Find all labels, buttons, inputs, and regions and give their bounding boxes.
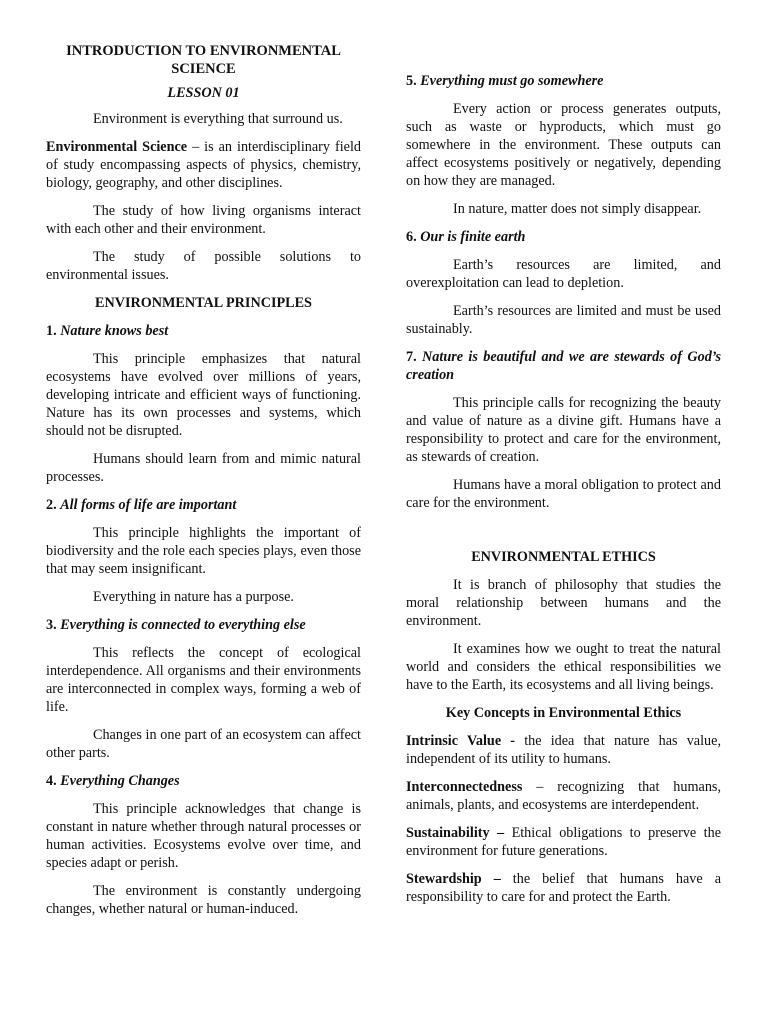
principle-3-title: Everything is connected to everything else bbox=[60, 617, 306, 633]
concept-interconnectedness bbox=[406, 778, 721, 814]
principle-6-title: Our is finite earth bbox=[420, 229, 526, 245]
concept-text: – recognizing that humans, animals, plants, and ecosystems are interdependent. bbox=[406, 779, 721, 813]
principle-7-number: 7. bbox=[406, 349, 417, 365]
concept-term: Stewardship – bbox=[406, 871, 501, 887]
principle-4-title: Everything Changes bbox=[60, 773, 180, 789]
principle-5-paragraph-1: Every action or process generates outputs, such as waste or hyproducts, which must go somewhere in the environment. These outputs can affect ecosystems positively or negatively, depending on how they are managed. bbox=[406, 101, 721, 189]
principle-4-number: 4. bbox=[46, 773, 57, 789]
principle-2-title: All forms of life are important bbox=[60, 497, 237, 513]
concept-text: the belief that humans have a responsibility to care for and protect the Earth. bbox=[406, 871, 721, 905]
document-title: INTRODUCTION TO ENVIRONMENTAL SCIENCE bbox=[66, 43, 341, 77]
principle-5-paragraph-2: In nature, matter does not simply disappear. bbox=[453, 201, 702, 217]
principle-2-paragraph-2: Everything in nature has a purpose. bbox=[93, 589, 294, 605]
right-column bbox=[406, 72, 721, 916]
concept-term: Sustainability – bbox=[406, 825, 505, 841]
intro-paragraph-3: The study of possible solutions to environmental issues. bbox=[46, 249, 361, 283]
lesson-label: LESSON 01 bbox=[167, 85, 240, 101]
definition-text: – is an interdisciplinary field of study encompassing aspects of physics, chemistry, biology, geography, and other disciplines. bbox=[46, 139, 361, 191]
principle-5-title: Everything must go somewhere bbox=[420, 73, 604, 89]
principle-6-number: 6. bbox=[406, 229, 417, 245]
section-spacer bbox=[406, 522, 721, 548]
concept-term: Intrinsic Value - bbox=[406, 733, 516, 749]
definition-paragraph bbox=[46, 138, 361, 192]
principle-4-paragraph-1: This principle acknowledges that change is constant in nature whether through natural processes or human activities. Ecosystems evolve over time, and species adapt or perish. bbox=[46, 801, 361, 871]
principle-2-number: 2. bbox=[46, 497, 57, 513]
concept-intrinsic-value bbox=[406, 732, 721, 768]
principle-1-heading bbox=[46, 322, 361, 340]
principle-3-number: 3. bbox=[46, 617, 57, 633]
principle-1-number: 1. bbox=[46, 323, 57, 339]
intro-paragraph-1: Environment is everything that surround us. bbox=[93, 111, 343, 127]
principle-3-paragraph-1: This reflects the concept of ecological interdependence. All organisms and their environments are interconnected in complex ways, forming a web of life. bbox=[46, 645, 361, 715]
principle-6-heading bbox=[406, 228, 721, 246]
key-concepts-heading: Key Concepts in Environmental Ethics bbox=[445, 705, 682, 721]
principle-2-paragraph-1: This principle highlights the important of biodiversity and the role each species plays, even those that may seem insignificant. bbox=[46, 525, 361, 577]
principles-heading: ENVIRONMENTAL PRINCIPLES bbox=[95, 295, 312, 311]
definition-term: Environmental Science bbox=[46, 139, 188, 155]
principle-2-heading bbox=[46, 496, 361, 514]
principle-3-paragraph-2: Changes in one part of an ecosystem can affect other parts. bbox=[46, 727, 361, 761]
concept-stewardship bbox=[406, 870, 721, 906]
principle-1-paragraph-2: Humans should learn from and mimic natural processes. bbox=[46, 451, 361, 485]
principle-1-title: Nature knows best bbox=[60, 323, 169, 339]
principle-7-heading bbox=[406, 348, 721, 384]
concept-sustainability bbox=[406, 824, 721, 860]
principle-7-title: Nature is beautiful and we are stewards of God’s creation bbox=[406, 349, 722, 383]
left-column bbox=[46, 42, 361, 928]
principle-4-heading bbox=[46, 772, 361, 790]
ethics-paragraph-2: It examines how we ought to treat the natural world and considers the ethical responsibilities we have to the Earth, its ecosystems and all living beings. bbox=[406, 641, 721, 693]
principle-7-paragraph-2: Humans have a moral obligation to protect and care for the environment. bbox=[406, 477, 721, 511]
principle-5-heading bbox=[406, 72, 721, 90]
principle-4-paragraph-2: The environment is constantly undergoing changes, whether natural or human-induced. bbox=[46, 883, 361, 917]
principle-5-number: 5. bbox=[406, 73, 417, 89]
ethics-heading: ENVIRONMENTAL ETHICS bbox=[471, 549, 656, 565]
concept-text: Ethical obligations to preserve the environment for future generations. bbox=[406, 825, 721, 859]
principle-6-paragraph-2: Earth’s resources are limited and must be used sustainably. bbox=[406, 303, 721, 337]
concept-text: the idea that nature has value, independent of its utility to humans. bbox=[406, 733, 721, 767]
principle-7-paragraph-1: This principle calls for recognizing the beauty and value of nature as a divine gift. Humans have a responsibility to protect and care for the environment, as stewards of creation. bbox=[406, 395, 721, 465]
principle-3-heading bbox=[46, 616, 361, 634]
concept-term: Interconnectedness bbox=[406, 779, 523, 795]
principle-6-paragraph-1: Earth’s resources are limited, and overexploitation can lead to depletion. bbox=[406, 257, 721, 291]
ethics-paragraph-1: It is branch of philosophy that studies the moral relationship between humans and the environment. bbox=[406, 577, 721, 629]
intro-paragraph-2: The study of how living organisms interact with each other and their environment. bbox=[46, 203, 361, 237]
principle-1-paragraph-1: This principle emphasizes that natural ecosystems have evolved over millions of years, developing intricate and efficient ways of functioning. Nature has its own processes and systems, which should not be disrupted. bbox=[46, 351, 361, 439]
